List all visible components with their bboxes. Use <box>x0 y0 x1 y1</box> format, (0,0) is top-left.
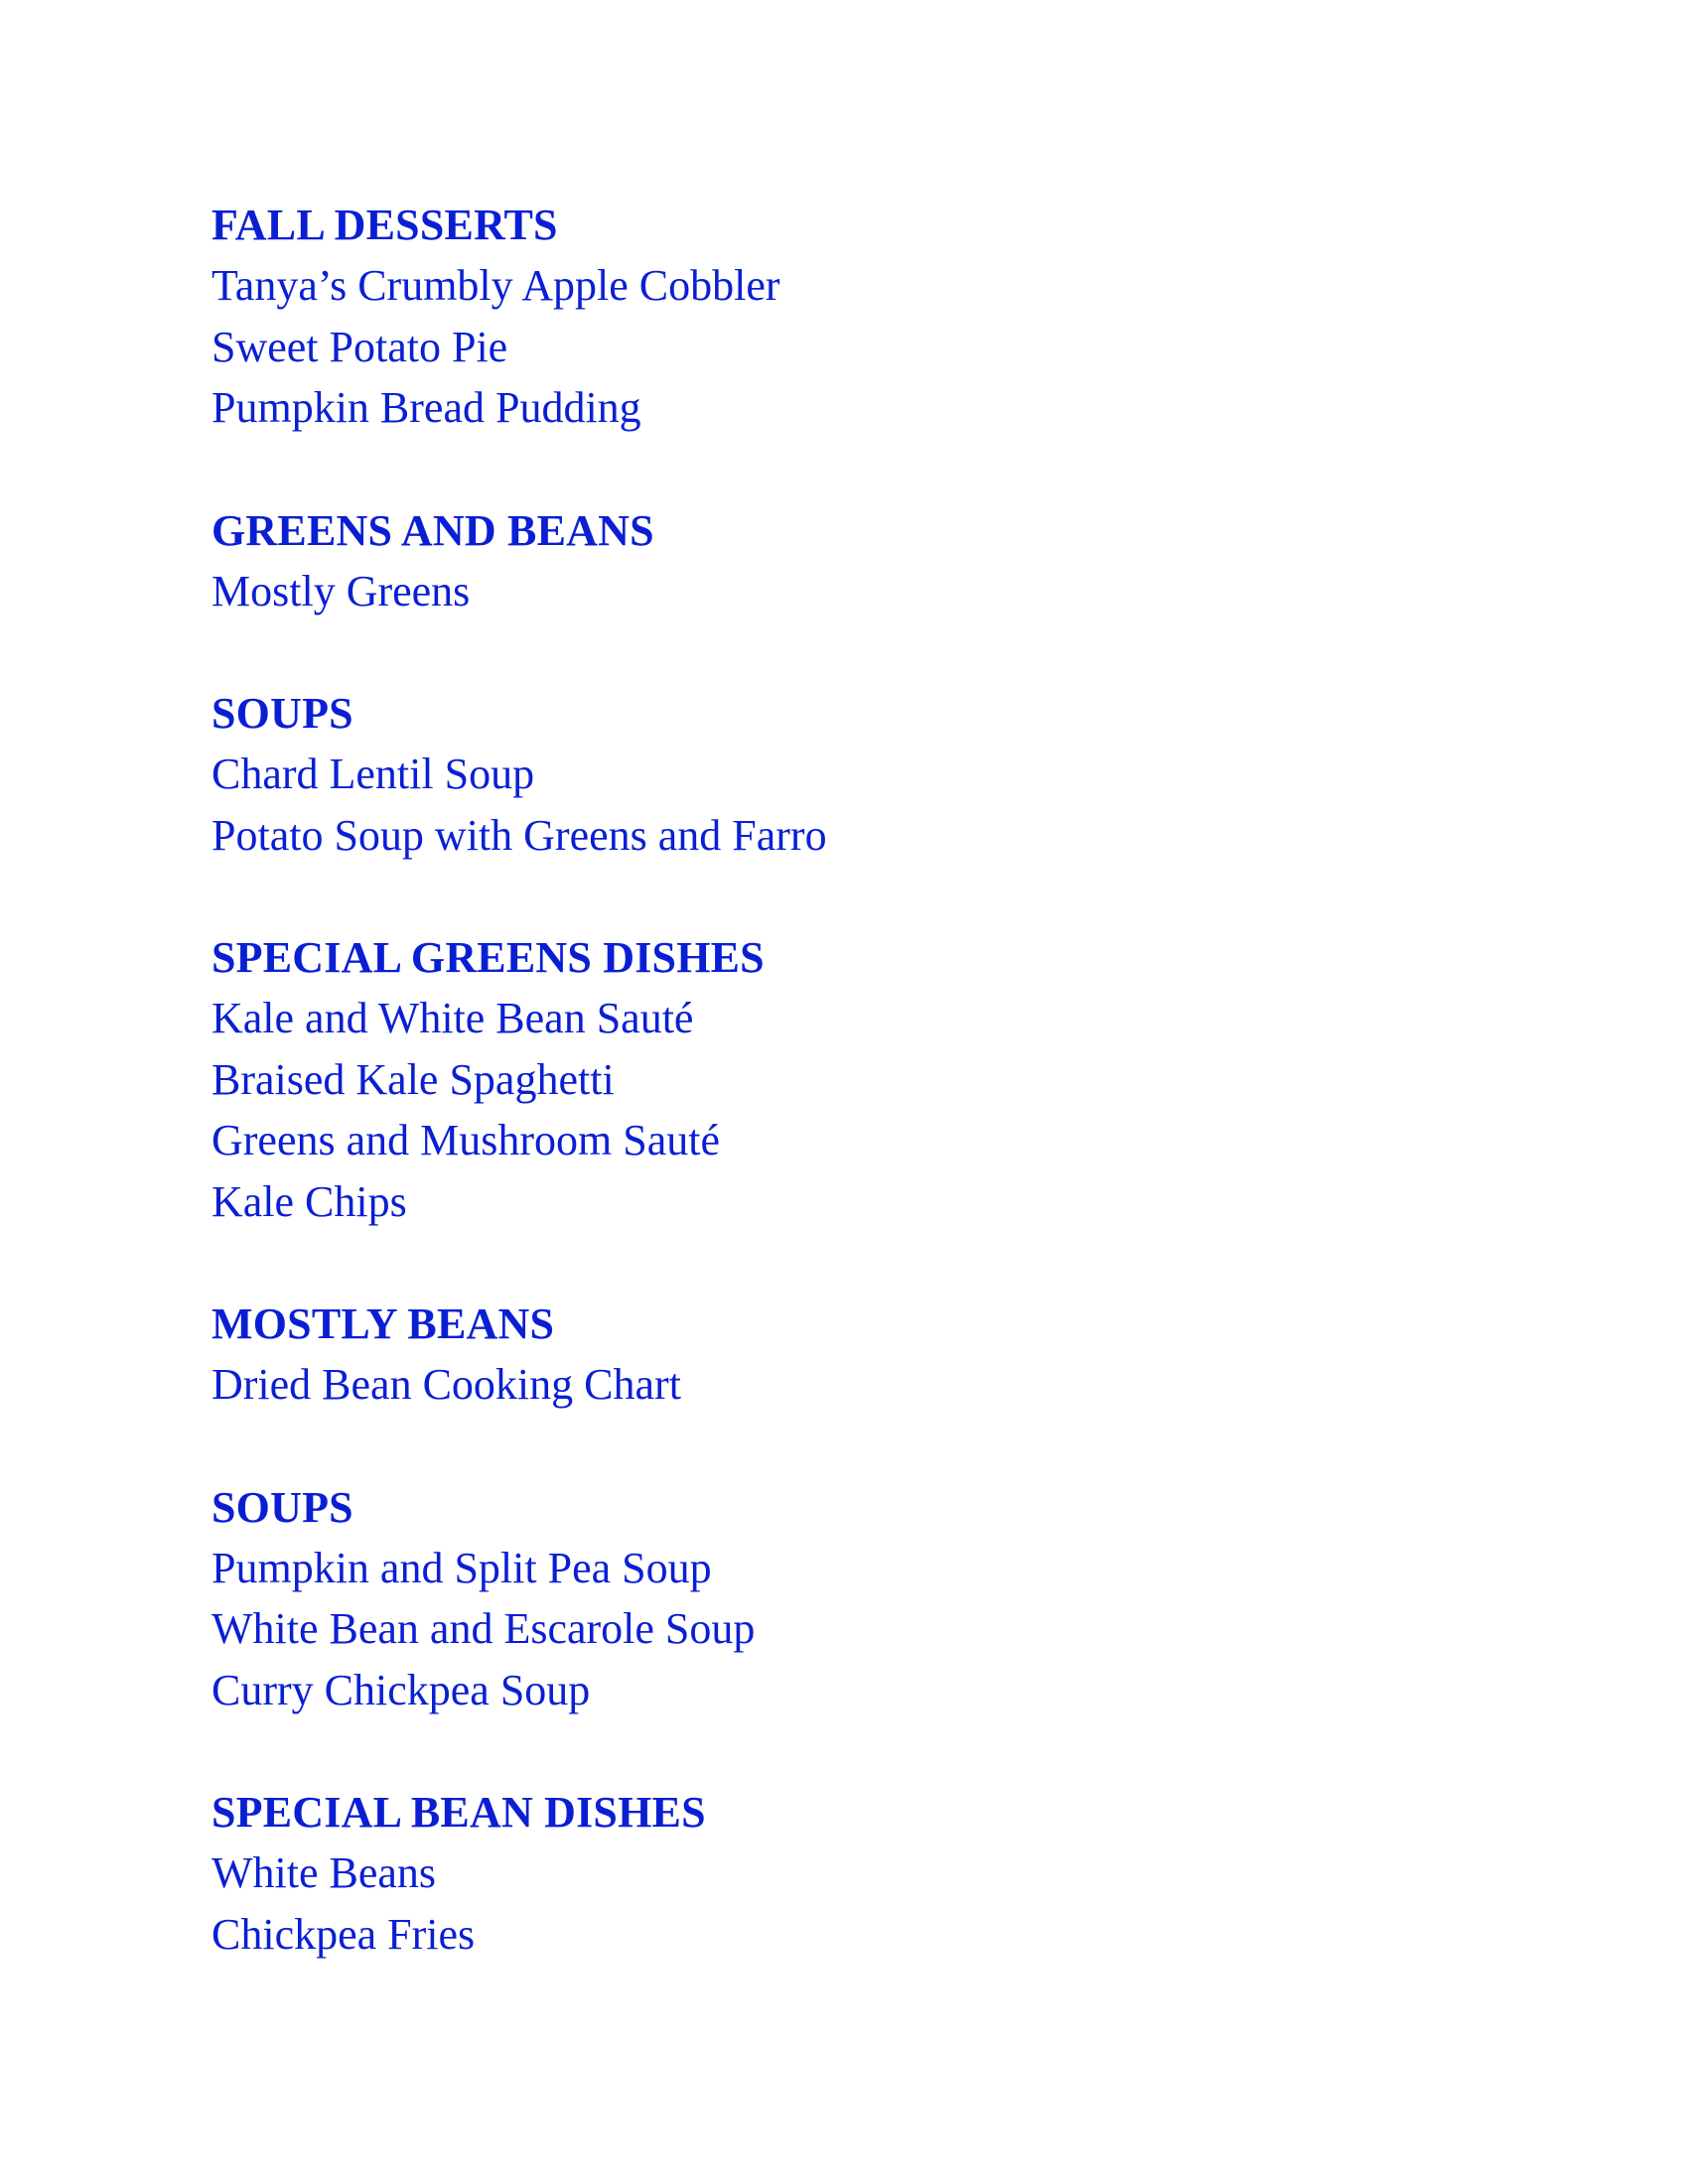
section-special-greens-dishes <box>211 927 1502 1232</box>
section-fall-desserts <box>211 195 1502 439</box>
section-heading: SPECIAL BEAN DISHES <box>211 1788 706 1837</box>
section-heading: GREENS AND BEANS <box>211 505 654 555</box>
recipe-link[interactable]: Sweet Potato Pie <box>211 322 508 371</box>
section-heading: SPECIAL GREENS DISHES <box>211 933 765 982</box>
section-greens-and-beans <box>211 500 1502 622</box>
recipe-link[interactable]: Curry Chickpea Soup <box>211 1665 591 1714</box>
recipe-link[interactable]: Kale and White Bean Sauté <box>211 994 694 1042</box>
section-soups-greens <box>211 683 1502 866</box>
recipe-link[interactable]: Mostly Greens <box>211 566 471 615</box>
recipe-link[interactable]: Dried Bean Cooking Chart <box>211 1360 681 1409</box>
recipe-link[interactable]: Pumpkin Bread Pudding <box>211 383 641 432</box>
recipe-link[interactable]: White Beans <box>211 1848 437 1897</box>
recipe-link[interactable]: White Bean and Escarole Soup <box>211 1604 756 1653</box>
recipe-link[interactable]: Braised Kale Spaghetti <box>211 1054 615 1104</box>
section-heading: FALL DESSERTS <box>211 201 558 249</box>
recipe-link[interactable]: Chickpea Fries <box>211 1909 476 1959</box>
section-mostly-beans <box>211 1294 1502 1416</box>
recipe-link[interactable]: Kale Chips <box>211 1176 407 1226</box>
recipe-link[interactable]: Tanya’s Crumbly Apple Cobbler <box>211 261 780 310</box>
recipe-index <box>211 195 1502 2026</box>
section-heading: SOUPS <box>211 689 353 738</box>
section-heading: MOSTLY BEANS <box>211 1299 555 1348</box>
section-heading: SOUPS <box>211 1482 353 1532</box>
recipe-link[interactable]: Pumpkin and Split Pea Soup <box>211 1543 712 1592</box>
recipe-link[interactable]: Chard Lentil Soup <box>211 750 535 798</box>
section-soups-beans <box>211 1477 1502 1721</box>
recipe-link[interactable]: Greens and Mushroom Sauté <box>211 1116 721 1164</box>
section-special-bean-dishes <box>211 1782 1502 1965</box>
recipe-link[interactable]: Potato Soup with Greens and Farro <box>211 810 827 860</box>
